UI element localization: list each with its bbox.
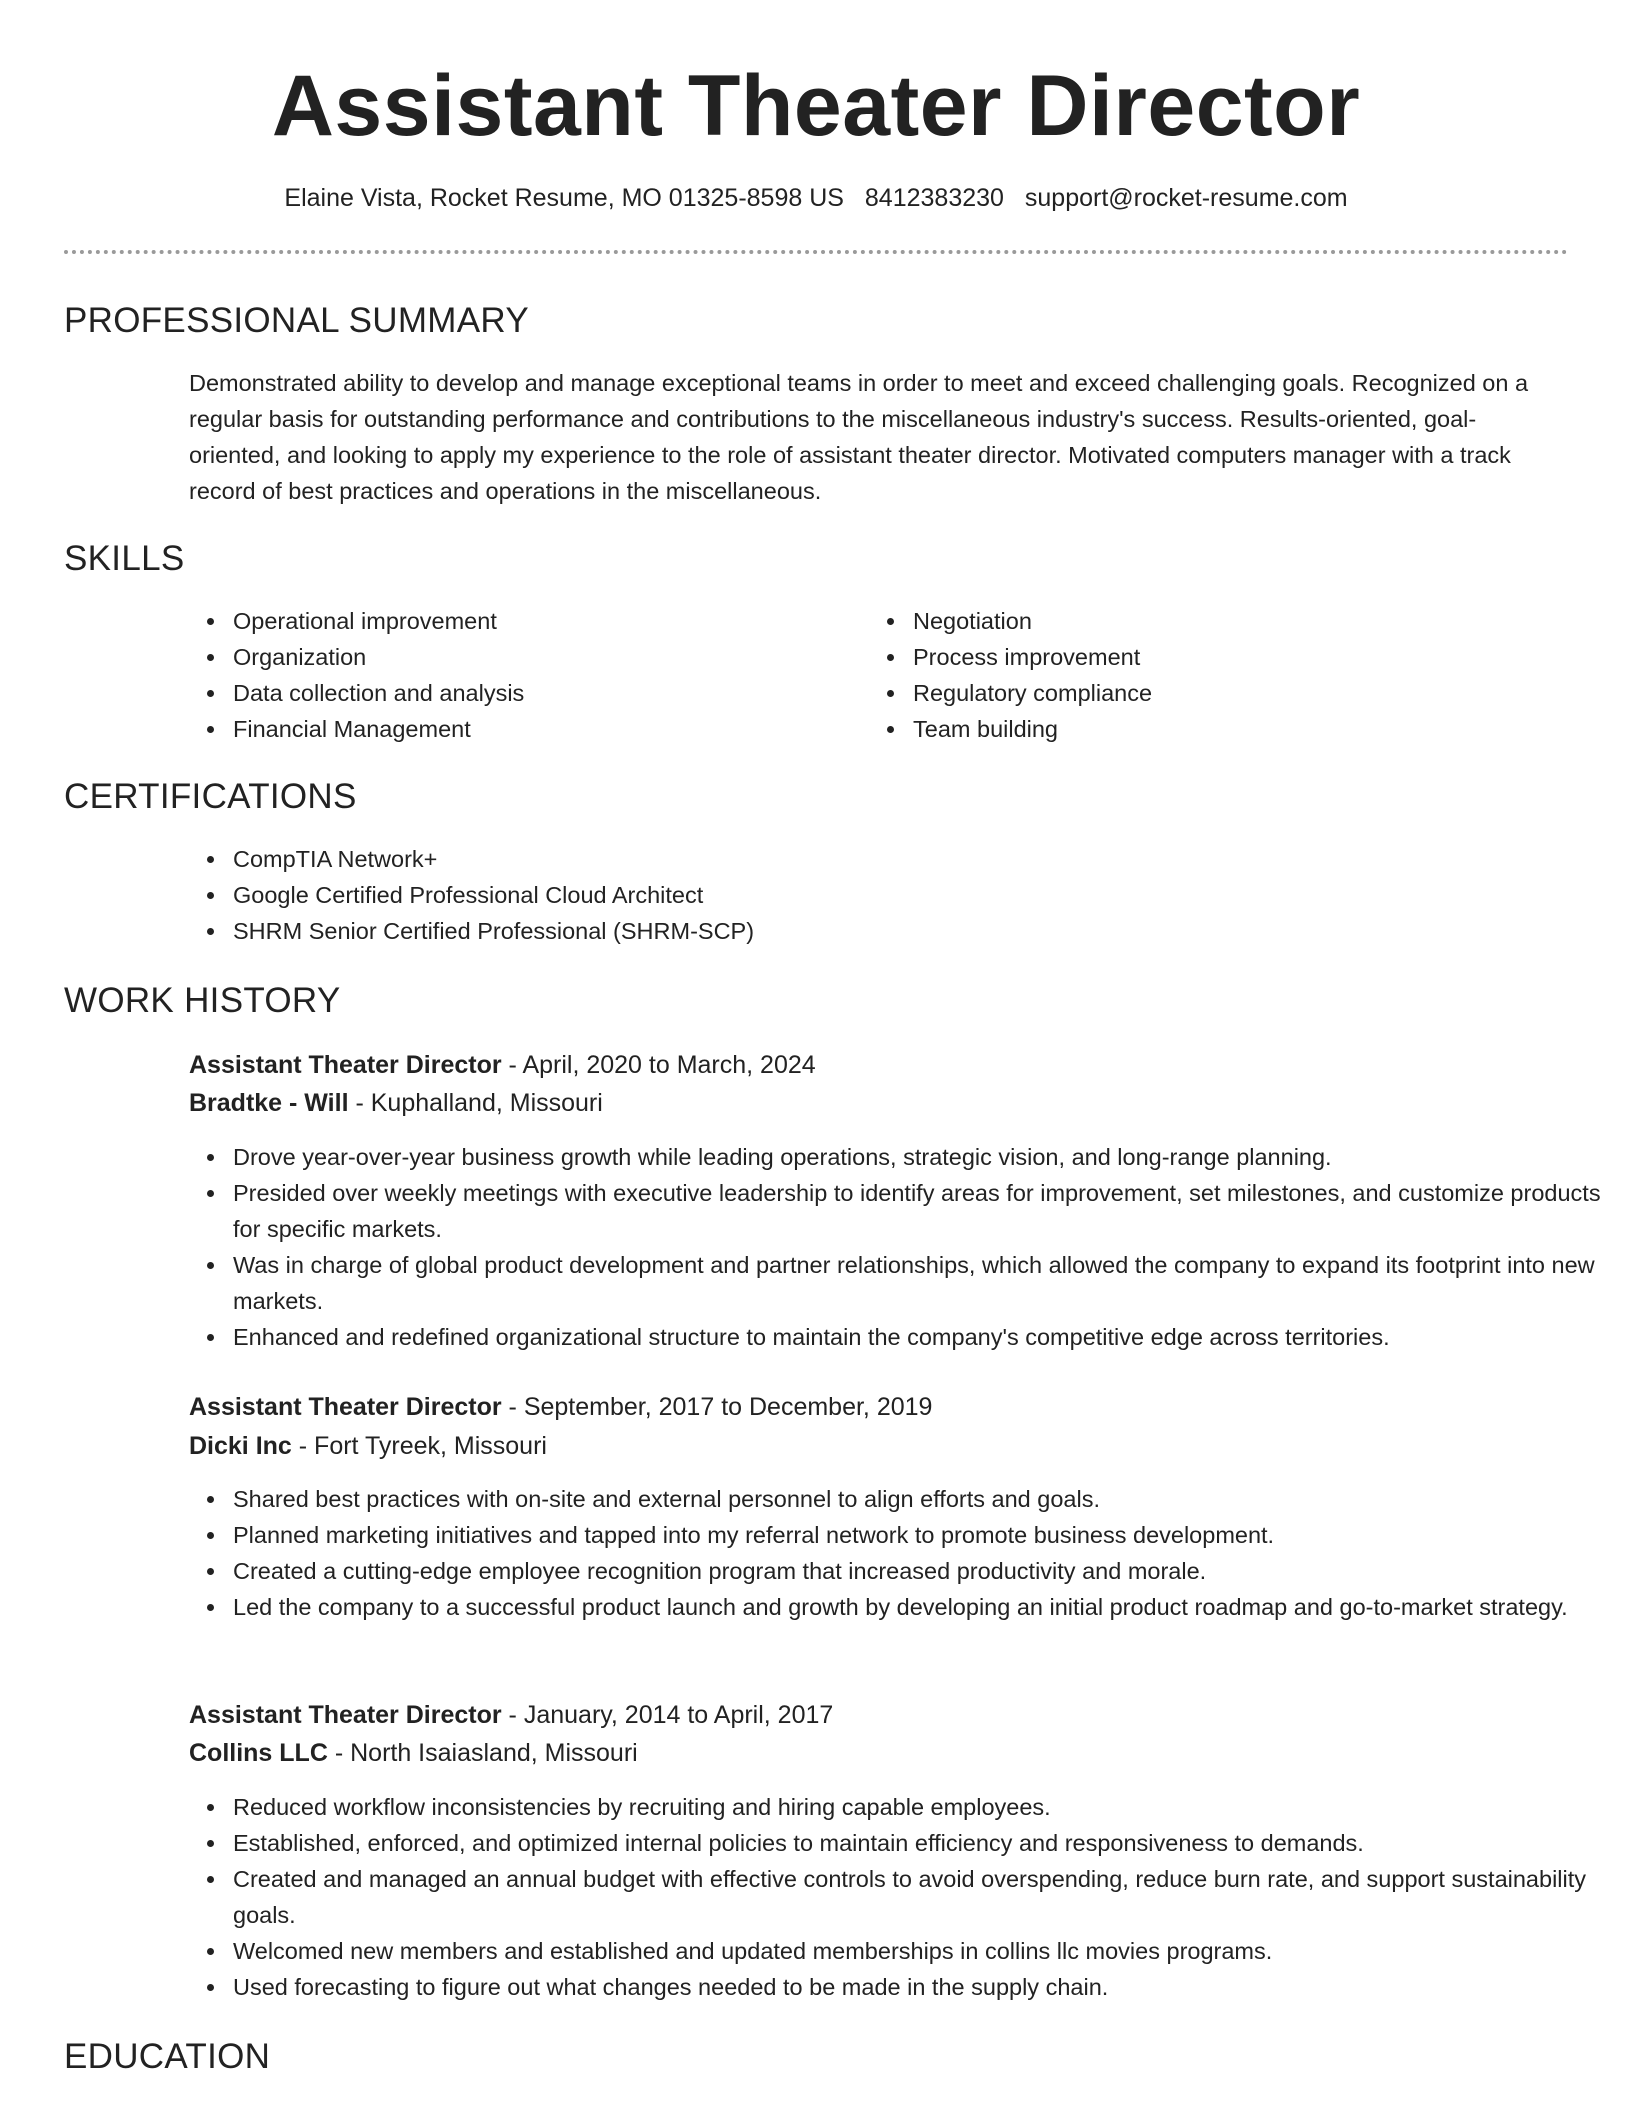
skill-item: Regulatory compliance xyxy=(913,675,1533,711)
certifications-heading: CERTIFICATIONS xyxy=(64,777,357,816)
job-company: Bradtke - Will xyxy=(189,1089,349,1117)
certifications-list xyxy=(189,841,1573,949)
job-bullet: Created and managed an annual budget with effective controls to avoid overspending, reduce burn rate, and support sustainability goals. xyxy=(233,1861,1603,1933)
skills-heading: SKILLS xyxy=(64,539,185,578)
job-title-line xyxy=(189,1047,816,1083)
certification-item: SHRM Senior Certified Professional (SHRM-SCP) xyxy=(233,913,1573,949)
skill-item: Team building xyxy=(913,711,1533,747)
job-bullet: Led the company to a successful product launch and growth by developing an initial product roadmap and go-to-market strategy. xyxy=(233,1589,1603,1625)
certification-item: Google Certified Professional Cloud Architect xyxy=(233,877,1573,913)
job-bullet: Drove year-over-year business growth while leading operations, strategic vision, and long-range planning. xyxy=(233,1139,1603,1175)
job-bullet: Used forecasting to figure out what changes needed to be made in the supply chain. xyxy=(233,1969,1603,2005)
job-company: Dicki Inc xyxy=(189,1432,292,1460)
job-location: - Kuphalland, Missouri xyxy=(348,1089,603,1117)
skill-item: Process improvement xyxy=(913,639,1533,675)
contact-email: support@rocket-resume.com xyxy=(1024,184,1348,212)
job-bullet: Was in charge of global product development and partner relationships, which allowed the company to expand its footprint into new markets. xyxy=(233,1247,1603,1319)
job-company-line xyxy=(189,1428,547,1464)
summary-text: Demonstrated ability to develop and manage exceptional teams in order to meet and exceed challenging goals. Recognized on a regular basis for outstanding performance and contributions to the miscellaneous industry's success. Results-oriented, goal-oriented, and looking to apply my experience to the role of assistant theater director. Motivated computers manager with a track record of best practices and operations in the miscellaneous. xyxy=(189,370,1529,504)
job-bullet: Planned marketing initiatives and tapped into my referral network to promote business development. xyxy=(233,1517,1603,1553)
job-dates: - January, 2014 to April, 2017 xyxy=(501,1701,834,1729)
work-history-heading: WORK HISTORY xyxy=(64,981,341,1020)
job-location: - Fort Tyreek, Missouri xyxy=(291,1432,547,1460)
job-bullet: Shared best practices with on-site and external personnel to align efforts and goals. xyxy=(233,1481,1603,1517)
job-dates: - April, 2020 to March, 2024 xyxy=(501,1051,816,1079)
job-bullet: Reduced workflow inconsistencies by recruiting and hiring capable employees. xyxy=(233,1789,1603,1825)
contact-line xyxy=(0,180,1632,216)
job-role: Assistant Theater Director xyxy=(189,1051,502,1079)
job-bullet: Presided over weekly meetings with executive leadership to identify areas for improvement, set milestones, and customize products for specific markets. xyxy=(233,1175,1603,1247)
job-bullets xyxy=(189,1789,1603,2005)
skill-item: Organization xyxy=(233,639,853,675)
job-bullets xyxy=(189,1481,1603,1625)
education-heading: EDUCATION xyxy=(64,2037,271,2076)
job-role: Assistant Theater Director xyxy=(189,1701,502,1729)
contact-address: Elaine Vista, Rocket Resume, MO 01325-8598 US xyxy=(284,184,844,212)
skills-list-left xyxy=(189,603,853,747)
job-company-line xyxy=(189,1085,603,1121)
job-company: Collins LLC xyxy=(189,1739,328,1767)
job-location: - North Isaiasland, Missouri xyxy=(327,1739,638,1767)
skill-item: Financial Management xyxy=(233,711,853,747)
skill-item: Data collection and analysis xyxy=(233,675,853,711)
resume-name-title: Assistant Theater Director xyxy=(271,58,1361,154)
job-dates: - September, 2017 to December, 2019 xyxy=(501,1393,933,1421)
summary-heading: PROFESSIONAL SUMMARY xyxy=(64,301,529,340)
contact-phone: 8412383230 xyxy=(864,184,1004,212)
header-divider xyxy=(64,250,1568,254)
job-bullet: Established, enforced, and optimized internal policies to maintain efficiency and responsiveness to demands. xyxy=(233,1825,1603,1861)
job-role: Assistant Theater Director xyxy=(189,1393,502,1421)
job-bullet: Welcomed new members and established and updated memberships in collins llc movies programs. xyxy=(233,1933,1603,1969)
job-title-line xyxy=(189,1389,932,1425)
job-title-line xyxy=(189,1697,833,1733)
job-company-line xyxy=(189,1735,638,1771)
job-bullet: Created a cutting-edge employee recognition program that increased productivity and morale. xyxy=(233,1553,1603,1589)
job-bullets xyxy=(189,1139,1603,1355)
skill-item: Negotiation xyxy=(913,603,1533,639)
skills-list-right xyxy=(869,603,1533,747)
skill-item: Operational improvement xyxy=(233,603,853,639)
certification-item: CompTIA Network+ xyxy=(233,841,1573,877)
job-bullet: Enhanced and redefined organizational structure to maintain the company's competitive edge across territories. xyxy=(233,1319,1603,1355)
